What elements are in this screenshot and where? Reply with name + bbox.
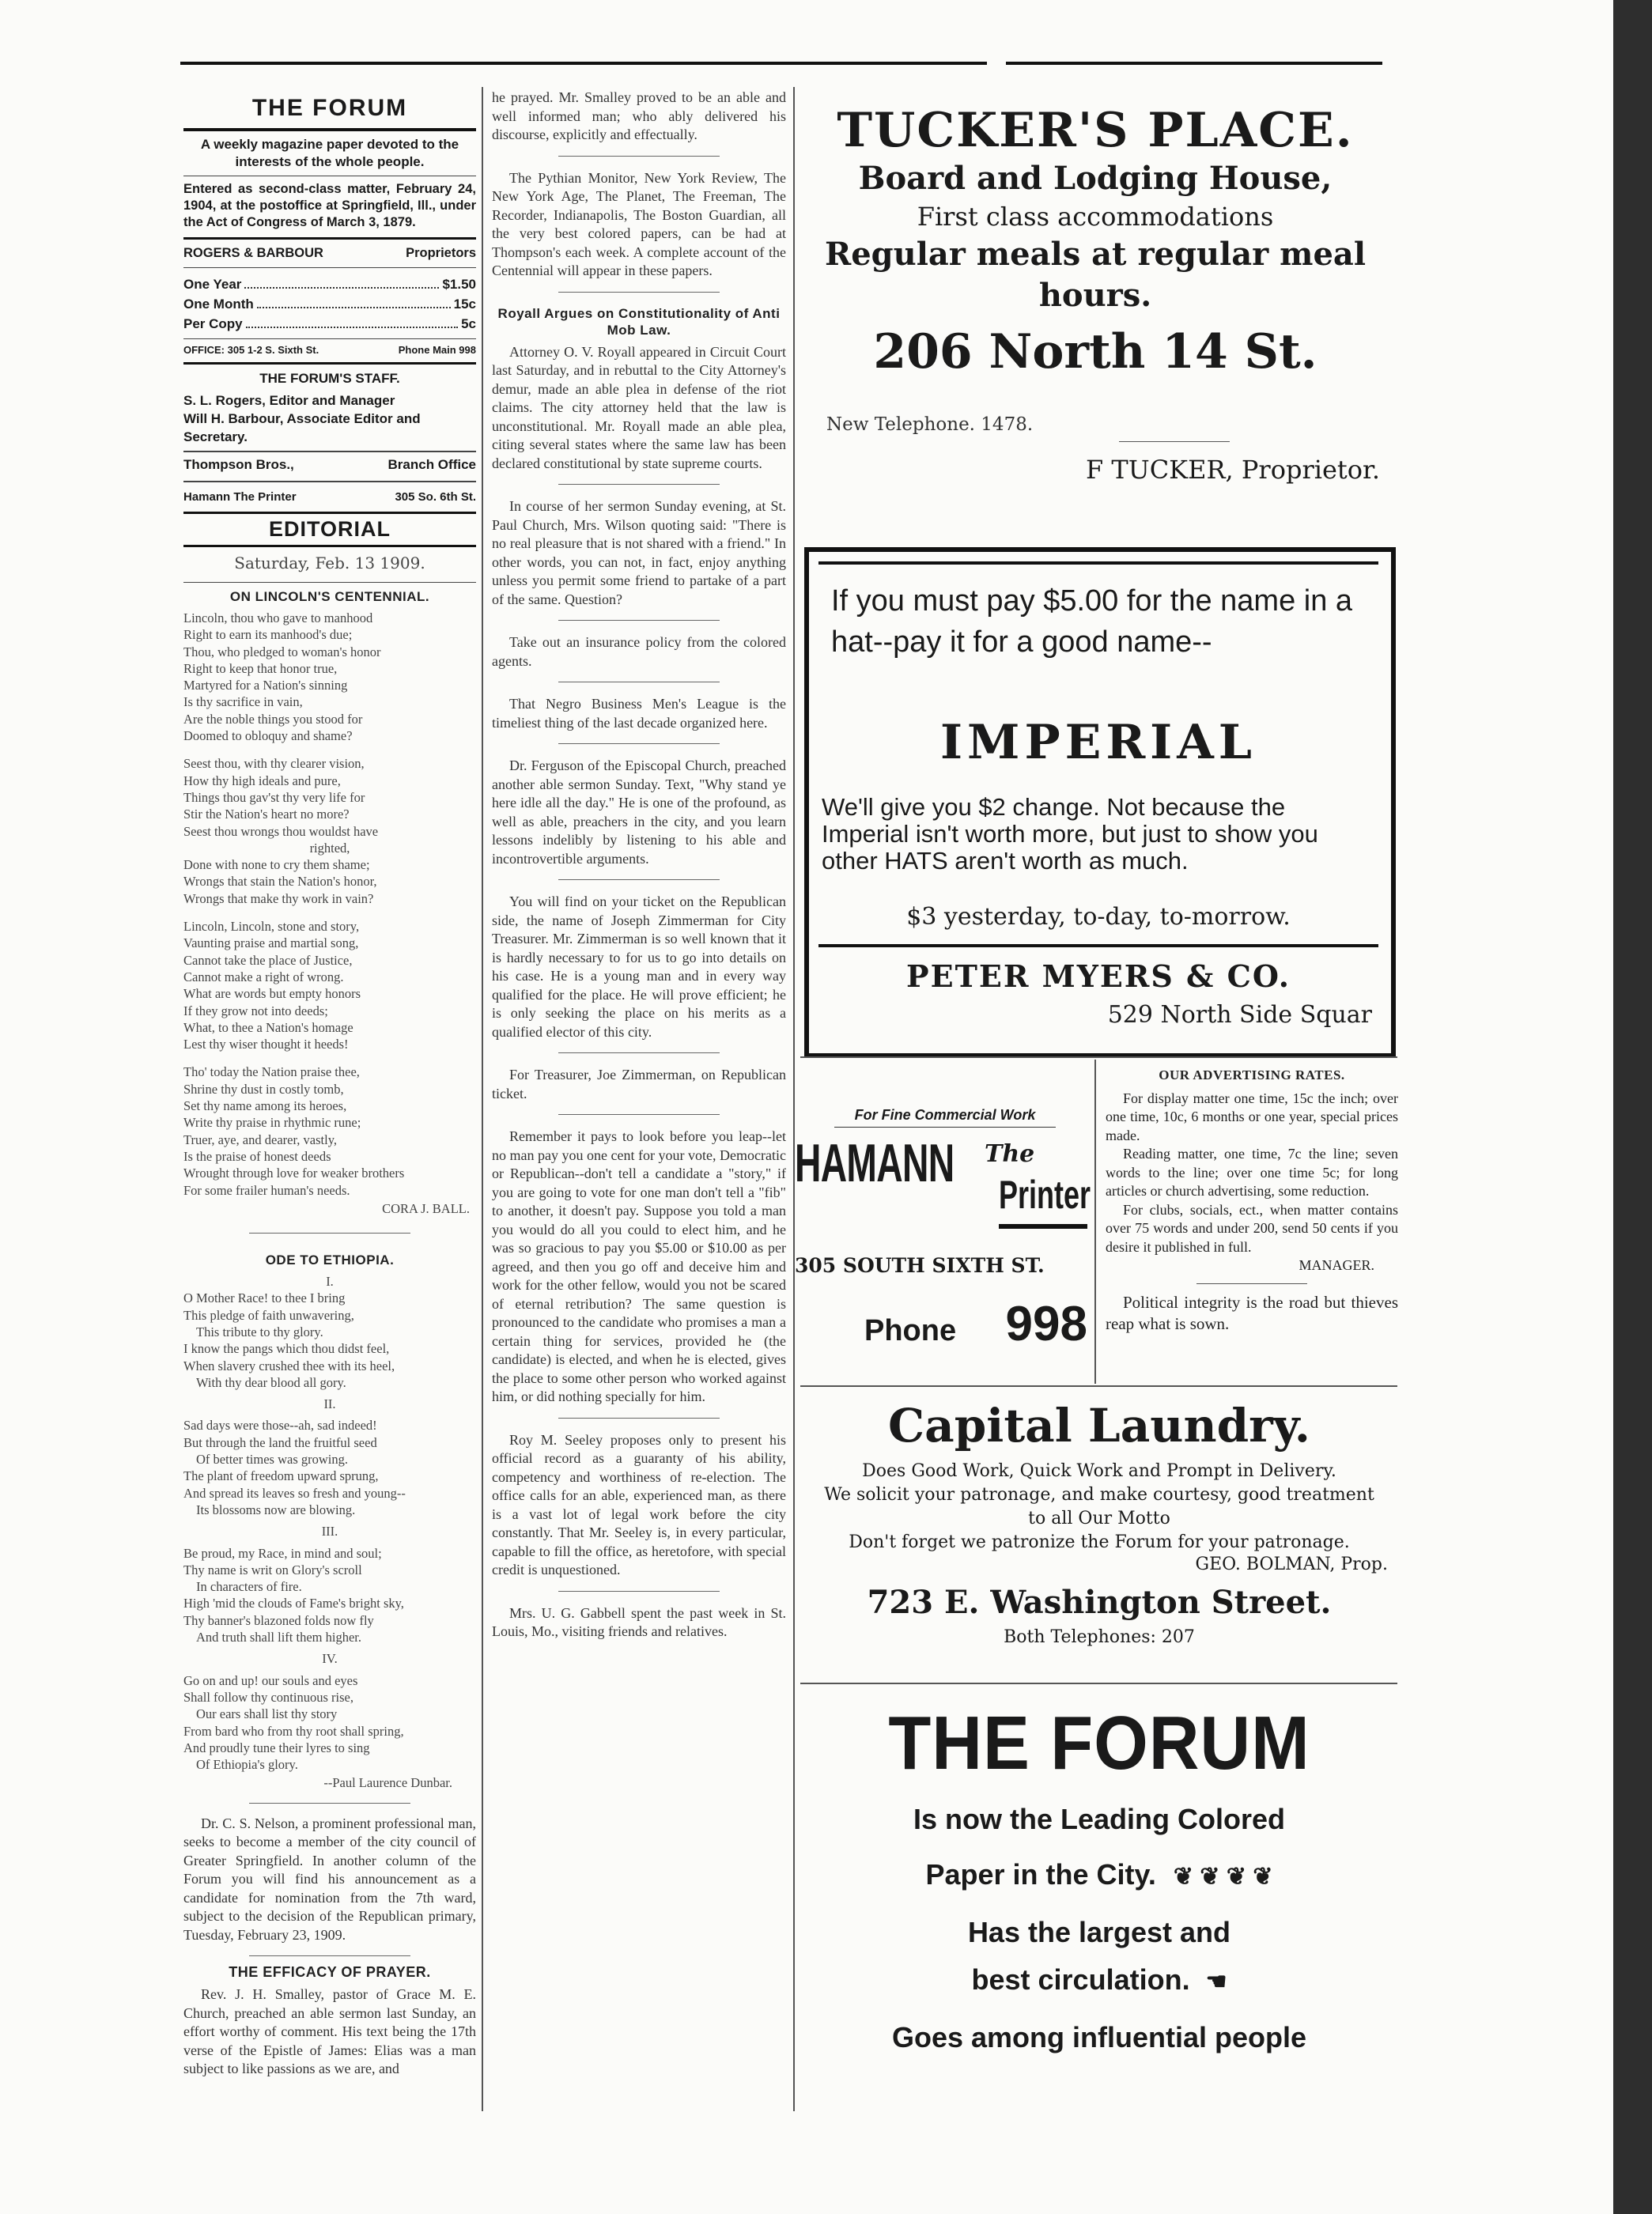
imperial-lead: If you must pay $5.00 for the name in a hat--pay it for a good name--	[831, 584, 1353, 659]
tucker-proprietor: F TUCKER, Proprietor.	[1086, 455, 1380, 485]
hamann-phone-number: 998	[1005, 1297, 1087, 1351]
subscription-rates	[183, 274, 476, 334]
nelson-article: Dr. C. S. Nelson, a prominent professional man, seeks to become a member of the city council of Greater Springfield. In another column of the Forum you will find his announcement as a candidate for nomination from the 7th ward, subject to the decision of the Republican primary, Tuesday, February 23, 1909.	[183, 1815, 476, 1943]
rates-reading: Reading matter, one time, 7c the line; seven words to the line; over one time 5c; for long articles or church advertising, some reduction.	[1106, 1146, 1398, 1199]
tucker-line-3: Regular meals at regular meal	[824, 236, 1367, 273]
laundry-title: Capital Laundry.	[888, 1399, 1310, 1453]
ode-author: --Paul Laurence Dunbar.	[323, 1775, 452, 1791]
forum-ad-line-3: Has the largest and	[967, 1916, 1231, 1948]
proprietors-line	[183, 246, 476, 261]
tucker-line-4: hours.	[1038, 277, 1152, 314]
zimmerman-article: You will find on your ticket on the Republican side, the name of Joseph Zimmerman for City Treasurer. Mr. Zimmerman is so well known that it is hardly necessary to for us to go into details on his case. He is a young man and in every way qualified for the place. He will prove efficient; he is only seeking the place on his merits as a qualified elector of this city.	[492, 894, 786, 1040]
forum-ad-line-2: Paper in the City. ❦ ❦ ❦ ❦	[925, 1858, 1273, 1891]
lincoln-author: CORA J. BALL.	[382, 1200, 470, 1216]
col-divider-2	[793, 87, 795, 2111]
tucker-address: 206 North 14 St.	[873, 324, 1317, 380]
tucker-title: TUCKER'S PLACE.	[837, 103, 1354, 158]
seeley-article: Roy M. Seeley proposes only to present his official record as a guaranty of his ability, competency and worthiness of re-election. The office calls for an able, experienced man, as there is a vast lot of legal work before the city constantly. That Mr. Seeley is, in every particular, capable to fill the office, as heretofore, with special credit is unquestioned.	[492, 1431, 786, 1577]
scan-border	[1613, 0, 1652, 2214]
laundry-proprietor: GEO. BOLMAN, Prop.	[1195, 1555, 1388, 1574]
hamann-phone-label: Phone	[864, 1314, 957, 1347]
rates-display: For display matter one time, 15c the inch; over one time, 10c, 6 months or one year, special prices made.	[1106, 1090, 1398, 1143]
rates-title: OUR ADVERTISING RATES.	[1159, 1067, 1345, 1082]
lincoln-poem-title: ON LINCOLN'S CENTENNIAL.	[229, 589, 430, 604]
laundry-line-3: to all Our Motto	[1028, 1509, 1170, 1528]
office-line	[183, 344, 476, 356]
leaf-ornament-icon: ❦ ❦ ❦ ❦	[1173, 1864, 1273, 1890]
poem-stanza: Tho' today the Nation praise thee, Shrine thy dust in costly tomb, Set thy name among its heroes, Write thy praise in rhythmic rune; Truer, aye, and dearer, vastly, Is the praise of honest deeds Wrought through love for weaker brothers For some frailer human's needs.	[183, 1064, 405, 1198]
tucker-phone: New Telephone. 1478.	[826, 414, 1034, 435]
royall-article: Attorney O. V. Royall appeared in Circuit Court last Saturday, and in rebuttal to the City Attorney's demur, made an able plea in defense of the riot claims. The city attorney held that the law is unconstitutional. Mr. Royall made an able plea, citing several states where the same law has been declared constitutional by state supreme courts.	[492, 343, 786, 471]
hamann-name: HAMANN	[795, 1133, 955, 1193]
tucker-ad	[803, 103, 1388, 530]
hamann-phone-line	[795, 1296, 1095, 1352]
ad-divider-4	[800, 1683, 1397, 1684]
hamann-printer: Printer	[999, 1173, 1091, 1217]
royall-title: Royall Argues on Constitutionality of Anti Mob Law.	[497, 305, 781, 338]
poem-stanza: Lincoln, thou who gave to manhood Right to earn its manhood's due; Thou, who pledged to woman's honor Right to keep that honor true, Martyred for a Nation's sinning Is thy sacrifice in vain, Are the noble things you stood for Doomed to obloquy and shame?	[183, 610, 381, 744]
league-article: That Negro Business Men's League is the timeliest thing of the last decade organized here.	[492, 696, 786, 731]
branch-office-line	[183, 457, 476, 473]
imperial-company: PETER MYERS & CO.	[906, 958, 1291, 994]
forum-ad	[803, 1700, 1396, 2072]
forum-ad-line-1: Is now the Leading Colored	[913, 1803, 1286, 1835]
printer-line	[183, 490, 476, 504]
forum-ad-title: THE FORUM	[888, 1701, 1310, 1785]
pointing-hand-icon: ☚	[1205, 1969, 1227, 1995]
office-address: OFFICE: 305 1-2 S. Sixth St.	[183, 344, 319, 356]
col-divider-1	[482, 87, 483, 2111]
column-2	[492, 89, 786, 2113]
imperial-ad	[804, 547, 1396, 1058]
hamann-address: 305 SOUTH SIXTH ST.	[795, 1254, 1045, 1277]
tucker-line-1: Board and Lodging House,	[858, 160, 1333, 197]
poem-stanza: Lincoln, Lincoln, stone and story, Vaunting praise and martial song, Cannot take the place of Justice, Cannot make a right of wrong. What are words but empty honors If they grow not into deeds; What, to thee a Nation's homage Lest thy wiser thought it heeds!	[183, 919, 361, 1052]
laundry-address: 723 E. Washington Street.	[867, 1584, 1332, 1621]
column-1	[183, 89, 476, 2113]
laundry-line-4: Don't forget we patronize the Forum for your patronage.	[849, 1532, 1350, 1552]
proprietors-label: Proprietors	[406, 246, 476, 260]
printer-address: 305 So. 6th St.	[395, 490, 476, 504]
laundry-phones: Both Telephones: 207	[1004, 1627, 1195, 1647]
rates-manager: MANAGER.	[1299, 1257, 1374, 1273]
ad-divider-1	[800, 1056, 1397, 1058]
proprietors-name: ROGERS & BARBOUR	[183, 246, 323, 260]
ode-poem: I. O Mother Race! to thee I bring This pledge of faith unwavering, This tribute to thy glory. I know the pangs which thou didst feel, When slavery crushed thee with its heel, With thy dear blood all gory. II. Sad days were those--ah, sad indeed! But through the land the fruitful seed Of better times was growing. The plant of freedom upward sprung, And spread its leaves so fresh and young-- Its blossoms now are blowing. III. Be proud, my Race, in mind and soul; Thy name is writ on Glory's scroll In characters of fire. High 'mid the clouds of Fame's bright sky, Thy banner's blazoned folds now fly And truth shall lift them higher. IV. Go on and up! our souls and eyes Shall follow thy continuous rise, Our ears shall list thy story From bard who from thy root shall spring, And proudly tune their lyres to sing Of Ethiopia's glory. --Paul Laurence Dunbar.	[183, 1273, 476, 1792]
masthead-title: THE FORUM	[251, 95, 408, 121]
treasurer-article: For Treasurer, Joe Zimmerman, on Republican ticket.	[492, 1067, 786, 1101]
remember-article: Remember it pays to look before you leap--let no man pay you one cent for your vote, Democratic or Republican--don't tell a candidate a "story," if you are going to vote for one man don't tell a "fib" to another, it doesn't pay. Suppose you told a man you would do all you could to elect him, and he was so gracious to pay you $5.00 or $10.00 as per agreed, and then you go off and deceive him and work for the other fellow, would you not be scared of eternal retribution? The same question is pronounced to the candidate who promises a man a certain thing for services, provided he (the candidate) is elected, and when he is elected, gives the place to some other person who worked against him, or did nothing specially for him.	[492, 1128, 786, 1404]
forum-ad-line-5: Goes among influential people	[891, 2021, 1307, 2053]
printer-name: Hamann The Printer	[183, 490, 297, 504]
lincoln-poem	[183, 610, 476, 1217]
rate-row: One Year $1.50	[183, 274, 476, 294]
rate-row: One Month 15c	[183, 294, 476, 314]
top-rule-left	[180, 62, 987, 65]
prayer-continued: he prayed. Mr. Smalley proved to be an able and well informed man; who ably delivered his discourse, explicitly and effectually.	[492, 89, 786, 142]
insurance-article: Take out an insurance policy from the colored agents.	[492, 634, 786, 669]
rate-row: Per Copy 5c	[183, 314, 476, 334]
laundry-ad	[803, 1396, 1396, 1673]
top-rule-right	[1006, 62, 1382, 65]
forum-ad-line-4: best circulation. ☚	[971, 1963, 1227, 1996]
staff-title: THE FORUM'S STAFF.	[259, 371, 400, 386]
gabbell-article: Mrs. U. G. Gabbell spent the past week in St. Louis, Mo., visiting friends and relatives.	[492, 1604, 786, 1639]
laundry-line-1: Does Good Work, Quick Work and Prompt in Delivery.	[862, 1461, 1336, 1481]
ferguson-article: Dr. Ferguson of the Episcopal Church, preached another able sermon Sunday. Text, "Why stand ye here idle all the day." He is one of the profound, as well as able, preachers in the city, and you learn lessons indelibly by listening to his able and incontrovertible arguments.	[492, 758, 786, 867]
laundry-line-2: We solicit your patronage, and make courtesy, good treatment	[824, 1485, 1374, 1505]
staff-associate: Will H. Barbour, Associate Editor and Secretary.	[183, 411, 421, 444]
office-phone: Phone Main 998	[398, 344, 476, 356]
issue-date: Saturday, Feb. 13 1909.	[234, 554, 425, 572]
papers-article: The Pythian Monitor, New York Review, The New York Age, The Planet, The Freeman, The Recorder, Indianapolis, The Boston Guardian, all the very best colored papers, can be had at Thompson's each week. A complete account of the Centennial will appear in these papers.	[492, 169, 786, 278]
masthead-entry: Entered as second-class matter, February 24, 1904, at the postoffice at Springfield, Ill., under the Act of Congress of March 3, 1879.	[183, 182, 476, 229]
ode-title: ODE TO ETHIOPIA.	[265, 1252, 395, 1268]
ad-divider-3	[800, 1385, 1397, 1387]
imperial-address: 529 North Side Squar	[1107, 1001, 1372, 1029]
prayer-title: THE EFFICACY OF PRAYER.	[229, 1964, 431, 1981]
wilson-article: In course of her sermon Sunday evening, at St. Paul Church, Mrs. Wilson quoting said: "There is no real pleasure that is not shared with a friend." In other words, you can not, in fact, enjoy anything unless you permit some friend to partake of a part of the same. Question?	[492, 498, 786, 607]
ad-divider-2	[1094, 1060, 1096, 1384]
hamann-the: The	[985, 1140, 1035, 1168]
tucker-line-2: First class accommodations	[917, 202, 1274, 232]
imperial-brand: IMPERIAL	[939, 715, 1257, 770]
imperial-body: We'll give you $2 change. Not because the Imperial isn't worth more, but just to show you other HATS aren't worth as much.	[822, 793, 1318, 875]
masthead-tagline: A weekly magazine paper devoted to the interests of the whole people.	[200, 137, 459, 169]
staff-editor: S. L. Rogers, Editor and Manager	[183, 393, 395, 408]
editorial-heading: EDITORIAL	[268, 517, 391, 541]
branch-name: Thompson Bros.,	[183, 457, 294, 472]
prayer-article: Rev. J. H. Smalley, pastor of Grace M. E. Church, preached an able sermon last Sunday, an effort worthy of comment. His text being the 17th verse of the Epistle of James: Elias was a man subject to like passions as we are, and	[183, 1986, 476, 2077]
hamann-fine-work: For Fine Commercial Work	[854, 1107, 1036, 1123]
political-integrity: Political integrity is the road but thieves reap what is sown.	[1106, 1292, 1398, 1333]
poem-stanza: Seest thou, with thy clearer vision, How thy high ideals and pure, Things thou gav'st thy very life for Stir the Nation's heart no more? Seest thou wrongs thou wouldst have righted, Done with none to cry them shame; Wrongs that stain the Nation's honor, Wrongs that make thy work in vain?	[183, 756, 379, 906]
branch-label: Branch Office	[387, 457, 476, 472]
advertising-rates	[1106, 1066, 1398, 1382]
rates-clubs: For clubs, socials, ect., when matter contains over 75 words and under 200, send 50 cents if you desire it published in full.	[1106, 1201, 1398, 1255]
imperial-tagline: $3 yesterday, to-day, to-morrow.	[906, 903, 1291, 931]
hamann-ad	[795, 1107, 1095, 1376]
